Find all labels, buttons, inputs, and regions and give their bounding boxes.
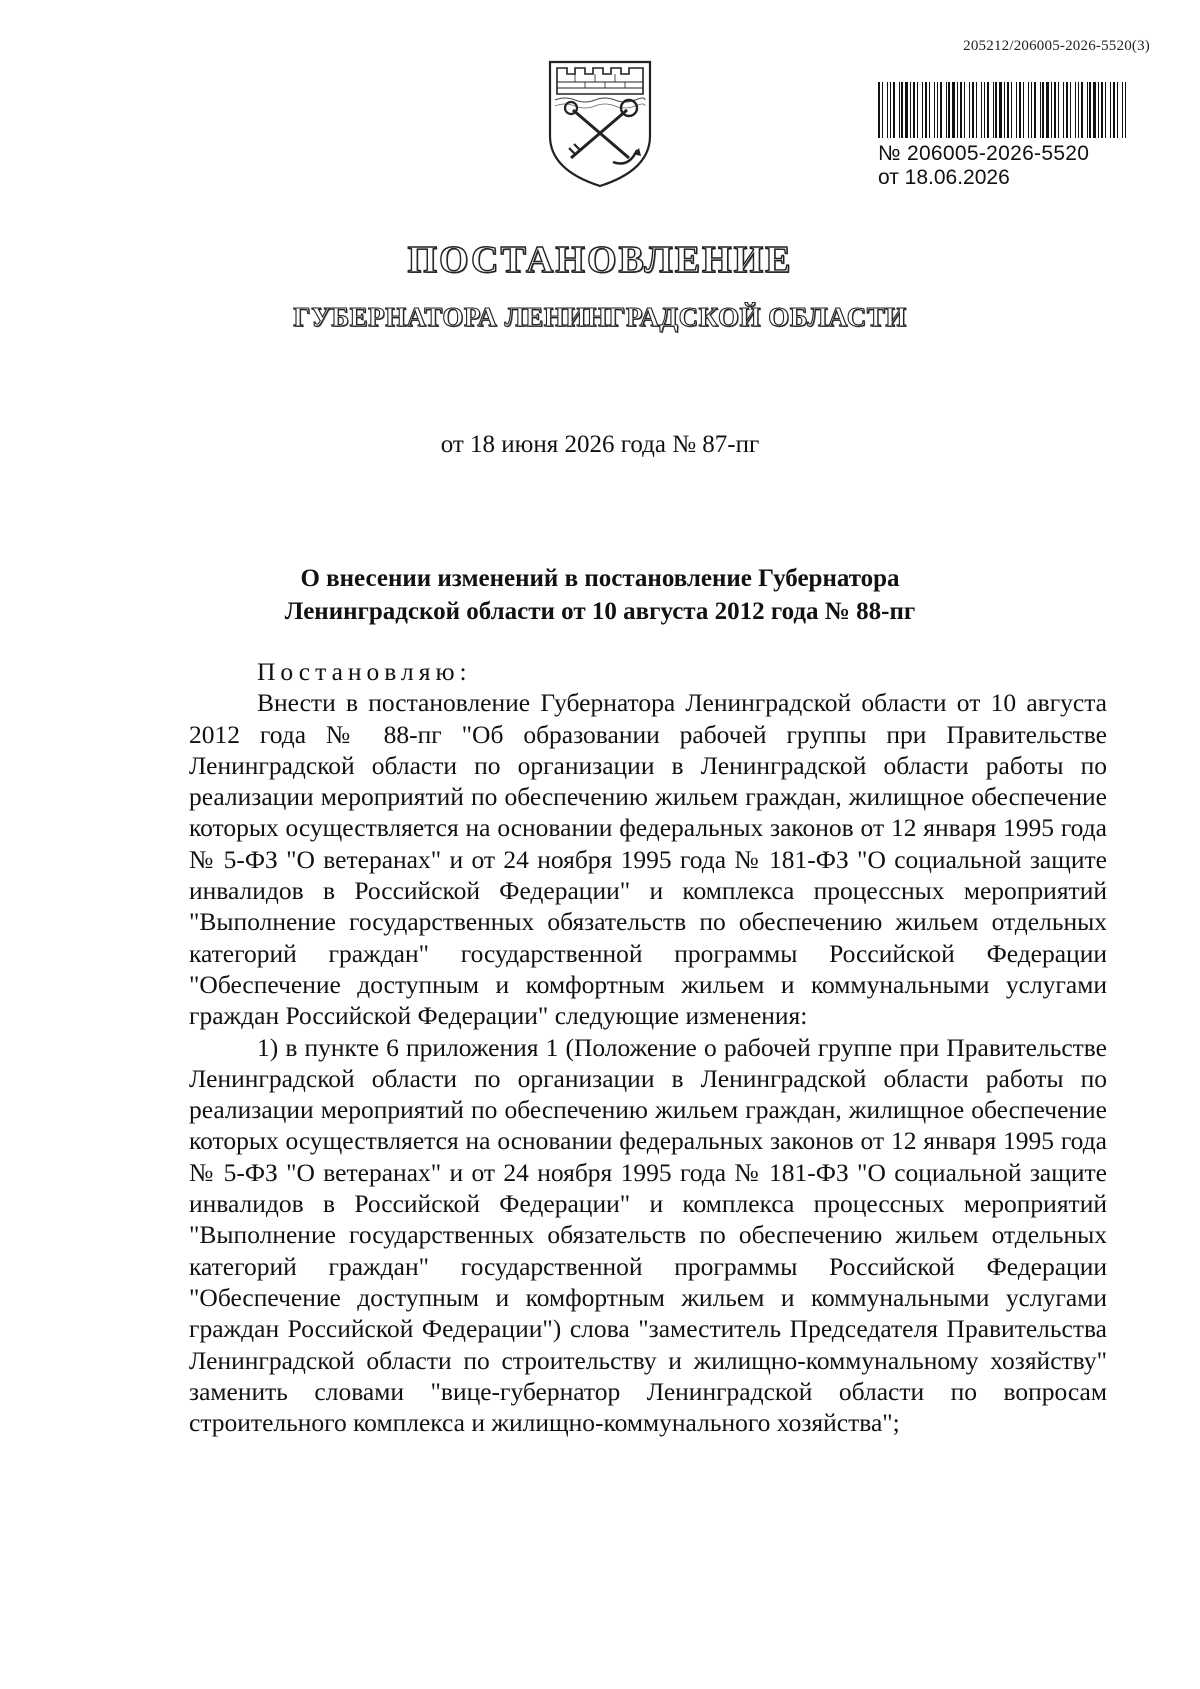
document-heading	[200, 562, 1000, 628]
heading-line-1: О внесении изменений в постановление Губернатора	[300, 565, 900, 592]
paragraph-2: 1) в пункте 6 приложения 1 (Положение о рабочей группе при Правительстве Ленинградской области по организации в Ленинградской области работы по реализации мероприятий по обеспечению жильем граждан, жилищное обеспечение которых осуществляется на основании федеральных законов от 12 января 1995 года № 5-ФЗ "О ветеранах" и от 24 ноября 1995 года № 181-ФЗ "О социальной защите инвалидов в Российской Федерации" и комплекса процессных мероприятий "Выполнение государственных обязательств по обеспечению жильем отдельных категорий граждан" государственной программы Российской Федерации "Обеспечение доступным и комфортным жильем и коммунальными услугами граждан Российской Федерации") слова "заместитель Председателя Правительства Ленинградской области по строительству и жилищно-коммунальному хозяйству" заменить словами "вице-губернатор Ленинградской области по вопросам строительного комплекса и жилищно-коммунального хозяйства";	[189, 1032, 1107, 1438]
decree-date: от 18 июня 2026 года № 87-пг	[440, 431, 760, 458]
barcode-icon	[878, 82, 1128, 138]
resolve-clause: Постановляю:	[257, 657, 472, 686]
paragraph-1: Внести в постановление Губернатора Ленинградской области от 10 августа 2012 года № 88-пг "Об образовании рабочей группы при Правительстве Ленинградской области по организации в Ленинградской области работы по реализации мероприятий по обеспечению жильем граждан, жилищное обеспечение которых осуществляется на основании федеральных законов от 12 января 1995 года № 5-ФЗ "О ветеранах" и от 24 ноября 1995 года № 181-ФЗ "О социальной защите инвалидов в Российской Федерации" и комплекса процессных мероприятий "Выполнение государственных обязательств по обеспечению жильем отдельных категорий граждан" государственной программы Российской Федерации "Обеспечение доступным и комфортным жильем и коммунальными услугами граждан Российской Федерации" следующие изменения:	[189, 688, 1107, 1031]
document-body	[189, 656, 1107, 1438]
document-subtitle: ГУБЕРНАТОРА ЛЕНИНГРАДСКОЙ ОБЛАСТИ	[293, 302, 907, 332]
registration-date: от 18.06.2026	[878, 166, 1010, 189]
registration-number: № 206005-2026-5520	[878, 142, 1090, 165]
document-title: ПОСТАНОВЛЕНИЕ	[407, 239, 793, 281]
coat-of-arms-icon	[545, 58, 655, 190]
heading-line-2: Ленинградской области от 10 августа 2012 года № 88-пг	[284, 598, 916, 625]
registration-code: 205212/206005-2026-5520(3)	[963, 38, 1150, 54]
